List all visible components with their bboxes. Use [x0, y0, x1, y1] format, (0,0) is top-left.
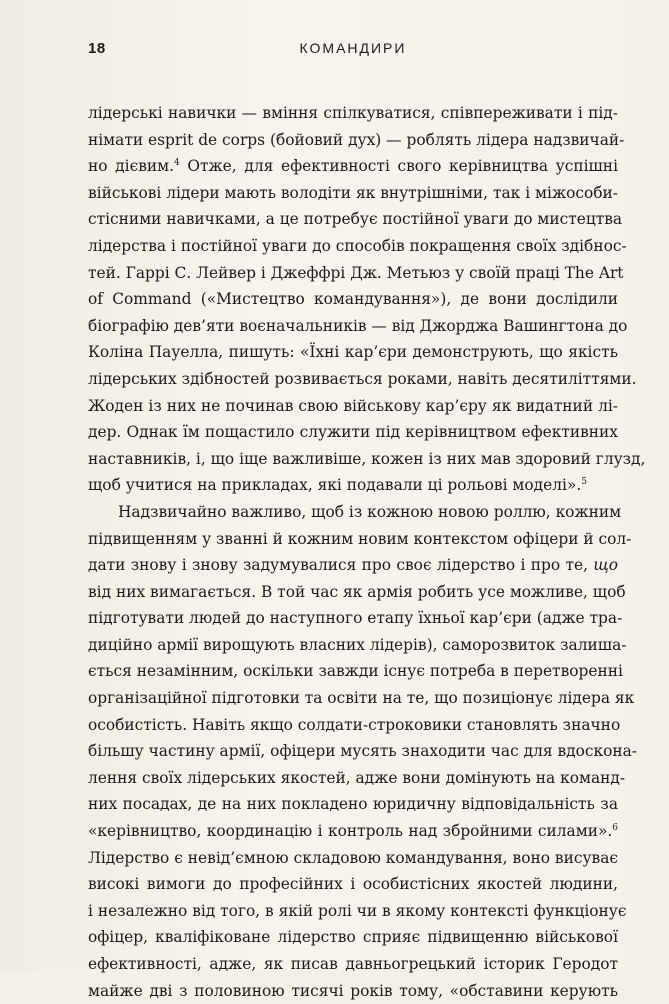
text-line: дер. Однак їм пощастило служити під керівництвом ефективних [88, 423, 618, 442]
text-fragment: дати знову і знову задумувалися про своє лідерство і про те, [88, 556, 588, 575]
text-line: підвищенням у званні й кожним новим контекстом офіцери й сол- [88, 529, 632, 548]
text-line [88, 153, 618, 180]
emphasis: що [593, 556, 618, 575]
text-line [88, 472, 618, 499]
text-line: більшу частину армії, офіцери мусять знаходити час для вдоскона- [88, 742, 637, 761]
text-line: of Command («Мистецтво командування»), де вони дослідили [88, 290, 618, 309]
footnote-ref: 4 [174, 158, 180, 169]
text-line: Надзвичайно важливо, щоб із кожною новою роллю, кожним [118, 502, 622, 521]
footnote-ref: 6 [612, 822, 618, 833]
running-head: КОМАНДИРИ [299, 40, 407, 56]
text-line: ефективності, адже, як писав давньогрецький історик Геродот [88, 955, 618, 973]
text-line: стісними навичками, а це потребує постійної уваги до мистецтва [88, 210, 623, 229]
text-line: Жоден із них не починав свою військову кар’єру як видатний лі- [88, 396, 618, 415]
page-number: 18 [88, 40, 106, 57]
text-fragment: Отже, для ефективності свого керівництва успішні [179, 157, 618, 176]
text-line: наставників, і, що іще важливіше, кожен із них мав здоровий глузд, [88, 449, 646, 468]
text-line: підготувати людей до наступного етапу їхньої кар’єри (адже тра- [88, 609, 623, 628]
text-line: від них вимагається. В той час як армія робить усе можливе, щоб [88, 582, 626, 601]
text-line: військові лідери мають володіти як внутрішніми, так і міжособи- [88, 183, 618, 202]
text-line: високі вимоги до професійних і особистісних якостей людини, [88, 875, 618, 894]
text-line: диційно армії вирощують власних лідерів), саморозвиток залиша- [88, 635, 627, 654]
text-line: лідерські навички — вміння спілкуватися, співпереживати і під- [88, 104, 618, 122]
text-fragment: но дієвим. [88, 157, 174, 176]
text-fragment: «керівництво, координацію і контроль над збройними силами». [88, 822, 613, 841]
text-line: і незалежно від того, в якій ролі чи в якому контексті функціонує [88, 901, 627, 920]
text-line: німати esprit de corps (бойовий дух) — роблять лідера надзвичай- [88, 130, 625, 149]
text-line: Лідерство є невід’ємною складовою командування, воно висуває [88, 848, 618, 867]
text-fragment: щоб учитися на прикладах, які подавали ці рольові моделі». [88, 476, 582, 495]
text-line: офіцер, кваліфіковане лідерство сприяє підвищенню військової [88, 928, 618, 947]
text-line [88, 818, 618, 845]
page-header [88, 40, 618, 64]
text-line: лідерства і постійної уваги до способів покращення своїх здібнос- [88, 236, 627, 255]
text-line: лідерських здібностей розвивається роками, навіть десятиліттями. [88, 369, 637, 388]
body-text [88, 100, 646, 1004]
footnote-ref: 5 [581, 477, 587, 488]
text-line: Коліна Пауелла, пишуть: «Їхні кар’єри демонструють, що якість [88, 343, 618, 362]
text-line: особистість. Навіть якщо солдати-строковики становлять значно [88, 715, 621, 734]
text-line: ється незамінним, оскільки завжди існує потреба в перетворенні [88, 662, 623, 681]
text-line: лення своїх лідерських якостей, адже вони домінують на команд- [88, 768, 626, 787]
text-line: майже дві з половиною тисячі років тому, «обставини керують [88, 981, 618, 1000]
text-line: біографію дев’яти воєначальників — від Джорджа Вашингтона до [88, 316, 628, 335]
text-line [88, 552, 618, 579]
text-line: організаційної підготовки та освіти на те, що позиціонує лідера як [88, 689, 635, 708]
text-line: тей. Гаррі С. Лейвер і Джеффрі Дж. Метьюз у своїй праці The Art [88, 263, 624, 282]
text-line: них посадах, де на них покладено юридичну відповідальність за [88, 795, 618, 814]
